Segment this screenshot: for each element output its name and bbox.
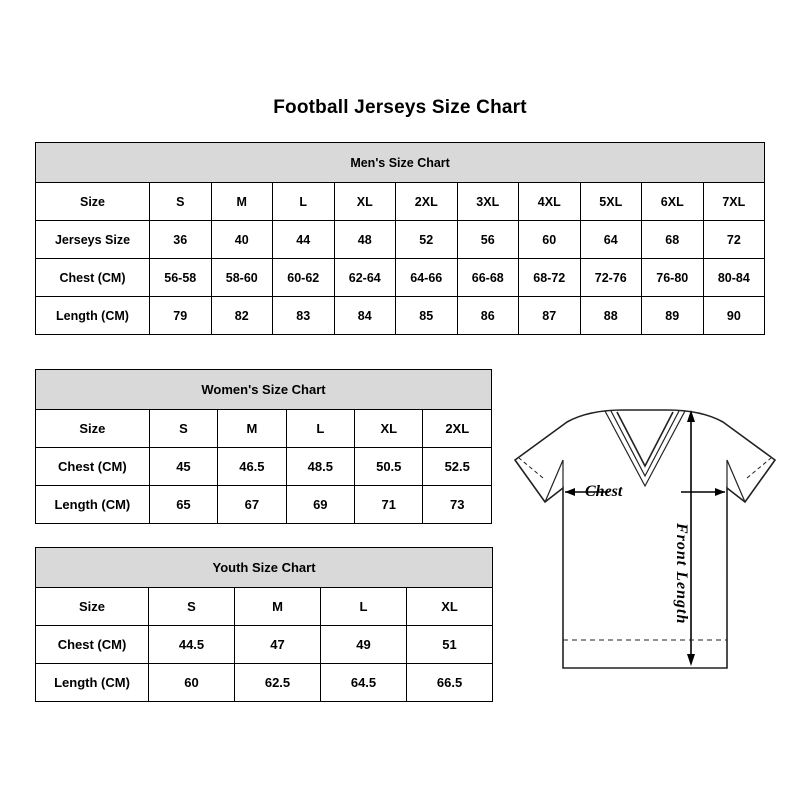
row-label: Size	[36, 183, 150, 221]
table-section-header-row	[36, 370, 492, 410]
table-row	[36, 410, 492, 448]
table-section-header-row	[36, 143, 765, 183]
table-row	[36, 221, 765, 259]
table-cell: 56	[457, 221, 519, 259]
table-row	[36, 664, 493, 702]
table-cell: 4XL	[519, 183, 581, 221]
table-cell: 86	[457, 297, 519, 335]
table-cell: M	[235, 588, 321, 626]
table-cell: 50.5	[355, 448, 423, 486]
table-cell: 72	[703, 221, 765, 259]
table-cell: 64	[580, 221, 642, 259]
tshirt-outline-icon	[505, 400, 785, 700]
table-cell: 48	[334, 221, 396, 259]
table-cell: S	[149, 410, 217, 448]
youth-size-table	[35, 547, 493, 702]
row-label: Length (CM)	[36, 297, 150, 335]
table-cell: 36	[150, 221, 212, 259]
table-row	[36, 588, 493, 626]
row-label: Size	[36, 410, 150, 448]
table-cell: 7XL	[703, 183, 765, 221]
table-cell: 58-60	[211, 259, 273, 297]
table-cell: 79	[150, 297, 212, 335]
table-row	[36, 626, 493, 664]
table-cell: M	[218, 410, 286, 448]
table-cell: 60	[149, 664, 235, 702]
table-section-header-row	[36, 548, 493, 588]
table-cell: 89	[642, 297, 704, 335]
row-label: Length (CM)	[36, 486, 150, 524]
table-cell: 64.5	[321, 664, 407, 702]
table-cell: 83	[273, 297, 335, 335]
table-cell: 3XL	[457, 183, 519, 221]
table-cell: L	[273, 183, 335, 221]
table-cell: 6XL	[642, 183, 704, 221]
table-cell: 87	[519, 297, 581, 335]
table-cell: 47	[235, 626, 321, 664]
row-label: Jerseys Size	[36, 221, 150, 259]
table-cell: S	[149, 588, 235, 626]
table-cell: 62-64	[334, 259, 396, 297]
table-cell: 62.5	[235, 664, 321, 702]
table-cell: XL	[407, 588, 493, 626]
table-cell: 60-62	[273, 259, 335, 297]
table-cell: 66.5	[407, 664, 493, 702]
table-cell: 51	[407, 626, 493, 664]
table-row	[36, 448, 492, 486]
table-cell: 49	[321, 626, 407, 664]
table-cell: XL	[334, 183, 396, 221]
table-cell: 44.5	[149, 626, 235, 664]
front-length-measurement-label: Front Length	[673, 523, 690, 625]
row-label: Chest (CM)	[36, 259, 150, 297]
youth-section-heading: Youth Size Chart	[36, 548, 493, 588]
row-label: Chest (CM)	[36, 448, 150, 486]
table-cell: 2XL	[423, 410, 492, 448]
row-label: Length (CM)	[36, 664, 149, 702]
table-cell: 52.5	[423, 448, 492, 486]
table-cell: 65	[149, 486, 217, 524]
mens-section-heading: Men's Size Chart	[36, 143, 765, 183]
table-cell: 52	[396, 221, 458, 259]
table-cell: L	[286, 410, 354, 448]
table-cell: 68-72	[519, 259, 581, 297]
table-cell: 72-76	[580, 259, 642, 297]
table-row	[36, 259, 765, 297]
table-cell: 64-66	[396, 259, 458, 297]
table-cell: 73	[423, 486, 492, 524]
table-cell: 67	[218, 486, 286, 524]
table-cell: 88	[580, 297, 642, 335]
table-cell: 40	[211, 221, 273, 259]
page-title: Football Jerseys Size Chart	[273, 97, 527, 118]
table-cell: 68	[642, 221, 704, 259]
table-cell: 45	[149, 448, 217, 486]
table-cell: 80-84	[703, 259, 765, 297]
table-cell: 85	[396, 297, 458, 335]
table-row	[36, 486, 492, 524]
table-row	[36, 183, 765, 221]
table-cell: 76-80	[642, 259, 704, 297]
mens-size-table	[35, 142, 765, 335]
table-cell: L	[321, 588, 407, 626]
chest-measurement-label: Chest	[585, 483, 623, 500]
table-cell: 44	[273, 221, 335, 259]
table-cell: 46.5	[218, 448, 286, 486]
table-cell: 84	[334, 297, 396, 335]
table-cell: 82	[211, 297, 273, 335]
table-cell: S	[150, 183, 212, 221]
table-cell: 71	[355, 486, 423, 524]
table-cell: 69	[286, 486, 354, 524]
table-cell: XL	[355, 410, 423, 448]
row-label: Chest (CM)	[36, 626, 149, 664]
table-cell: 56-58	[150, 259, 212, 297]
womens-section-heading: Women's Size Chart	[36, 370, 492, 410]
table-cell: 90	[703, 297, 765, 335]
table-cell: 48.5	[286, 448, 354, 486]
womens-size-table	[35, 369, 492, 524]
table-cell: 60	[519, 221, 581, 259]
table-cell: M	[211, 183, 273, 221]
table-cell: 5XL	[580, 183, 642, 221]
row-label: Size	[36, 588, 149, 626]
table-row	[36, 297, 765, 335]
table-cell: 66-68	[457, 259, 519, 297]
table-cell: 2XL	[396, 183, 458, 221]
